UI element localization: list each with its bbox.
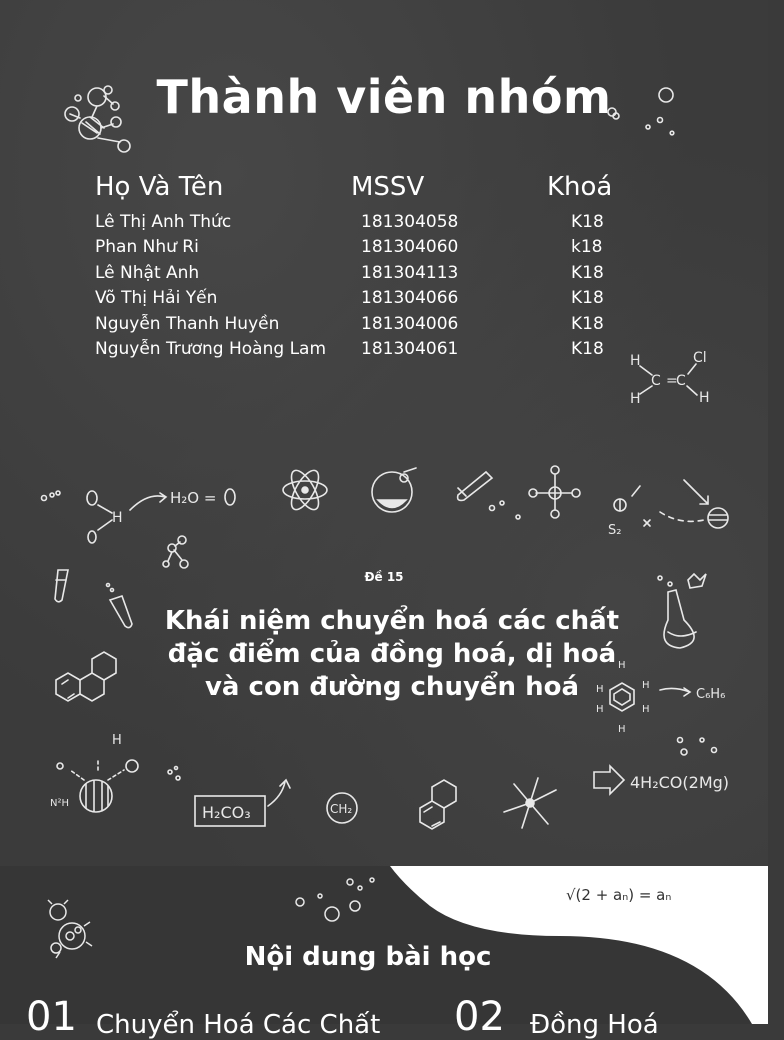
- member-row: [95, 263, 655, 288]
- item-label: Chuyển Hoá Các Chất: [96, 1010, 381, 1040]
- atom-label: H: [112, 510, 123, 526]
- item-number: 01: [26, 994, 77, 1040]
- member-row: [95, 237, 655, 262]
- topic-line: đặc điểm của đồng hoá, dị hoá: [167, 639, 617, 669]
- member-khoa: k18: [571, 237, 603, 258]
- item-number: 02: [454, 994, 505, 1040]
- atom-label: H: [642, 680, 650, 691]
- formula-ch2: CH₂: [330, 802, 353, 816]
- header-name: Họ Và Tên: [95, 172, 224, 202]
- topic-title: [0, 605, 784, 704]
- topic-line: Khái niệm chuyển hoá các chất: [164, 606, 620, 636]
- member-row: [95, 288, 655, 313]
- member-khoa: K18: [571, 288, 604, 309]
- item-label: Đồng Hoá: [530, 1010, 659, 1040]
- topic-number: Đề 15: [364, 570, 404, 584]
- contents-title: Nội dung bài học: [244, 942, 492, 972]
- member-row: [95, 314, 655, 339]
- member-name: Võ Thị Hải Yến: [95, 288, 218, 309]
- topic-line: và con đường chuyển hoá: [204, 672, 580, 702]
- atom-label: H: [642, 704, 650, 715]
- atom-label: =: [666, 373, 678, 389]
- formula-c6h6: C₆H₆: [696, 687, 726, 702]
- header-mssv: MSSV: [351, 172, 425, 202]
- atom-label: Cl: [693, 350, 707, 366]
- member-name: Phan Như Ri: [95, 237, 199, 258]
- member-khoa: K18: [571, 313, 604, 334]
- member-mssv: 181304061: [361, 338, 459, 359]
- members-header: [95, 172, 655, 212]
- member-name: Nguyễn Thanh Huyền: [95, 313, 280, 334]
- member-khoa: K18: [571, 338, 604, 359]
- formula-s2: S₂: [608, 523, 622, 538]
- atom-label: H: [618, 724, 626, 735]
- header-khoa: Khoá: [547, 172, 613, 202]
- bubbles-icon: [296, 878, 374, 921]
- member-name: Lê Nhật Anh: [95, 262, 200, 283]
- formula-h2co: 4H₂CO(2Mg): [630, 773, 730, 792]
- atom-label: H: [630, 353, 641, 369]
- member-khoa: K18: [571, 212, 604, 232]
- formula-h2co3: H₂CO₃: [202, 803, 251, 822]
- slide-title: Thành viên nhóm: [156, 70, 612, 124]
- member-mssv: 181304058: [361, 212, 459, 232]
- member-name: Lê Thị Anh Thức: [95, 212, 232, 232]
- formula-n2h: N²H: [50, 798, 70, 809]
- atom-label: C: [676, 373, 686, 389]
- members-table: [95, 172, 655, 364]
- member-mssv: 181304066: [361, 288, 459, 309]
- atom-label: H: [630, 391, 641, 407]
- atom-label: H: [112, 733, 122, 748]
- member-row: [95, 339, 655, 364]
- member-mssv: 181304060: [361, 237, 459, 258]
- member-name: Nguyễn Trương Hoàng Lam: [95, 338, 327, 359]
- formula-h2o: H₂O =: [170, 489, 217, 507]
- member-mssv: 181304006: [361, 313, 459, 334]
- atom-label: H: [596, 684, 604, 695]
- slide-contents: [0, 866, 768, 1040]
- atom-label: H: [618, 660, 626, 671]
- equation: √(2 + aₙ) = aₙ: [566, 886, 672, 904]
- member-khoa: K18: [571, 262, 604, 283]
- atom-label: H: [699, 390, 710, 406]
- atom-label: C: [651, 373, 661, 389]
- member-row: [95, 212, 655, 237]
- member-mssv: 181304113: [361, 262, 459, 283]
- atom-label: H: [596, 704, 604, 715]
